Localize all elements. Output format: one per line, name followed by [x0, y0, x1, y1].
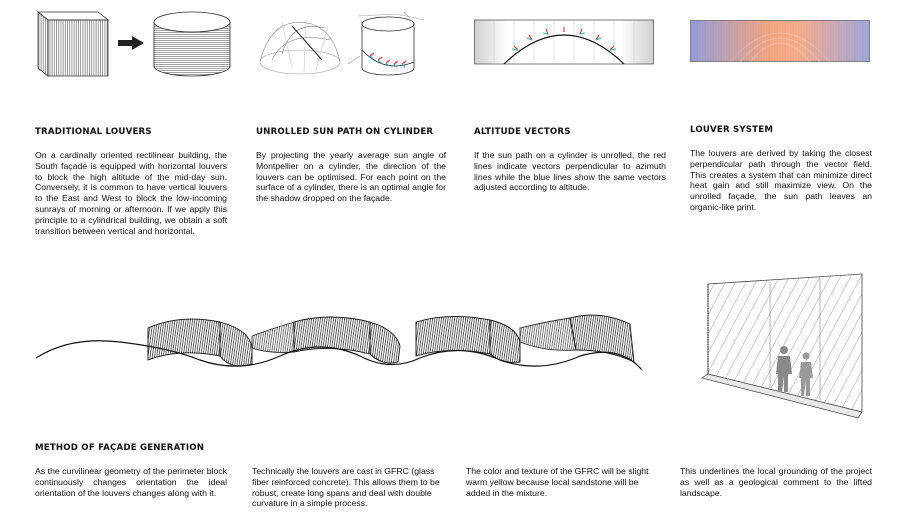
sun-path-cylinder-illustration — [344, 10, 430, 80]
louver-system-diagram — [690, 20, 870, 62]
method-col4-text: This underlines the local grounding of the project as well as a geological comment to the lifted landscape. — [680, 466, 872, 498]
traditional-louvers-title: TRADITIONAL LOUVERS — [35, 127, 152, 137]
right-arrow-icon — [118, 36, 144, 50]
method-facade-generation-title: METHOD OF FAÇADE GENERATION — [35, 443, 205, 453]
cube-with-vertical-louvers-illustration — [34, 8, 114, 78]
method-col2-text: Technically the louvers are cast in GFRC (glass fiber reinforced concrete). This allows them to be robust, create long spans and deal with double curvature in a simple process. — [252, 466, 440, 509]
method-col3-text: The color and texture of the GFRC will be slight warm yellow because local sandstone will be added in the mixture. — [466, 466, 649, 498]
altitude-vectors-text: If the sun path on a cylinder is unrolled, the red lines indicate vectors perpendicular to azimuth lines while the blue lines show the same vectors adjusted according to altitude. — [474, 150, 666, 193]
cylinder-louvers-illustration — [150, 10, 234, 78]
unrolled-sun-path-text: By projecting the yearly average sun angle of Montpellier on a cylinder, the direction of the louvers can be optimised. For each point on the surface of a cylinder, there is an optimal angle for the shadow dropped on the façade. — [256, 150, 446, 204]
traditional-louvers-text: On a cardinally oriented rectilinear building, the South façade is equipped with horizontal louvers to block the high altitude of the mid-day sun. Conversely, it is common to have vertical louvers to the East and West to block the low-incoming sunrays of morning or afternoon. If we apply this principle to a cylindrical building, we obtain a soft transition between vertical and horizontal. — [35, 150, 227, 236]
louver-system-text: The louvers are derived by taking the closest perpendicular path through the vector field. This creates a system that can minimize direct heat gain and still maximize view. On the unrolled façade, the sun path leaves an organic-like print. — [690, 148, 872, 212]
serpentine-facade-illustration — [30, 300, 660, 390]
altitude-vectors-title: ALTITUDE VECTORS — [474, 127, 571, 137]
louver-system-title: LOUVER SYSTEM — [690, 125, 774, 135]
altitude-vectors-diagram — [474, 14, 654, 66]
unrolled-sun-path-title: UNROLLED SUN PATH ON CYLINDER — [256, 127, 434, 137]
method-col1-text: As the curvilinear geometry of the perimeter block continuously changes orientation the ideal orientation of the louvers changes along with it. — [35, 466, 227, 498]
sun-path-dome-illustration — [252, 12, 348, 78]
facade-perspective-illustration — [700, 272, 870, 422]
